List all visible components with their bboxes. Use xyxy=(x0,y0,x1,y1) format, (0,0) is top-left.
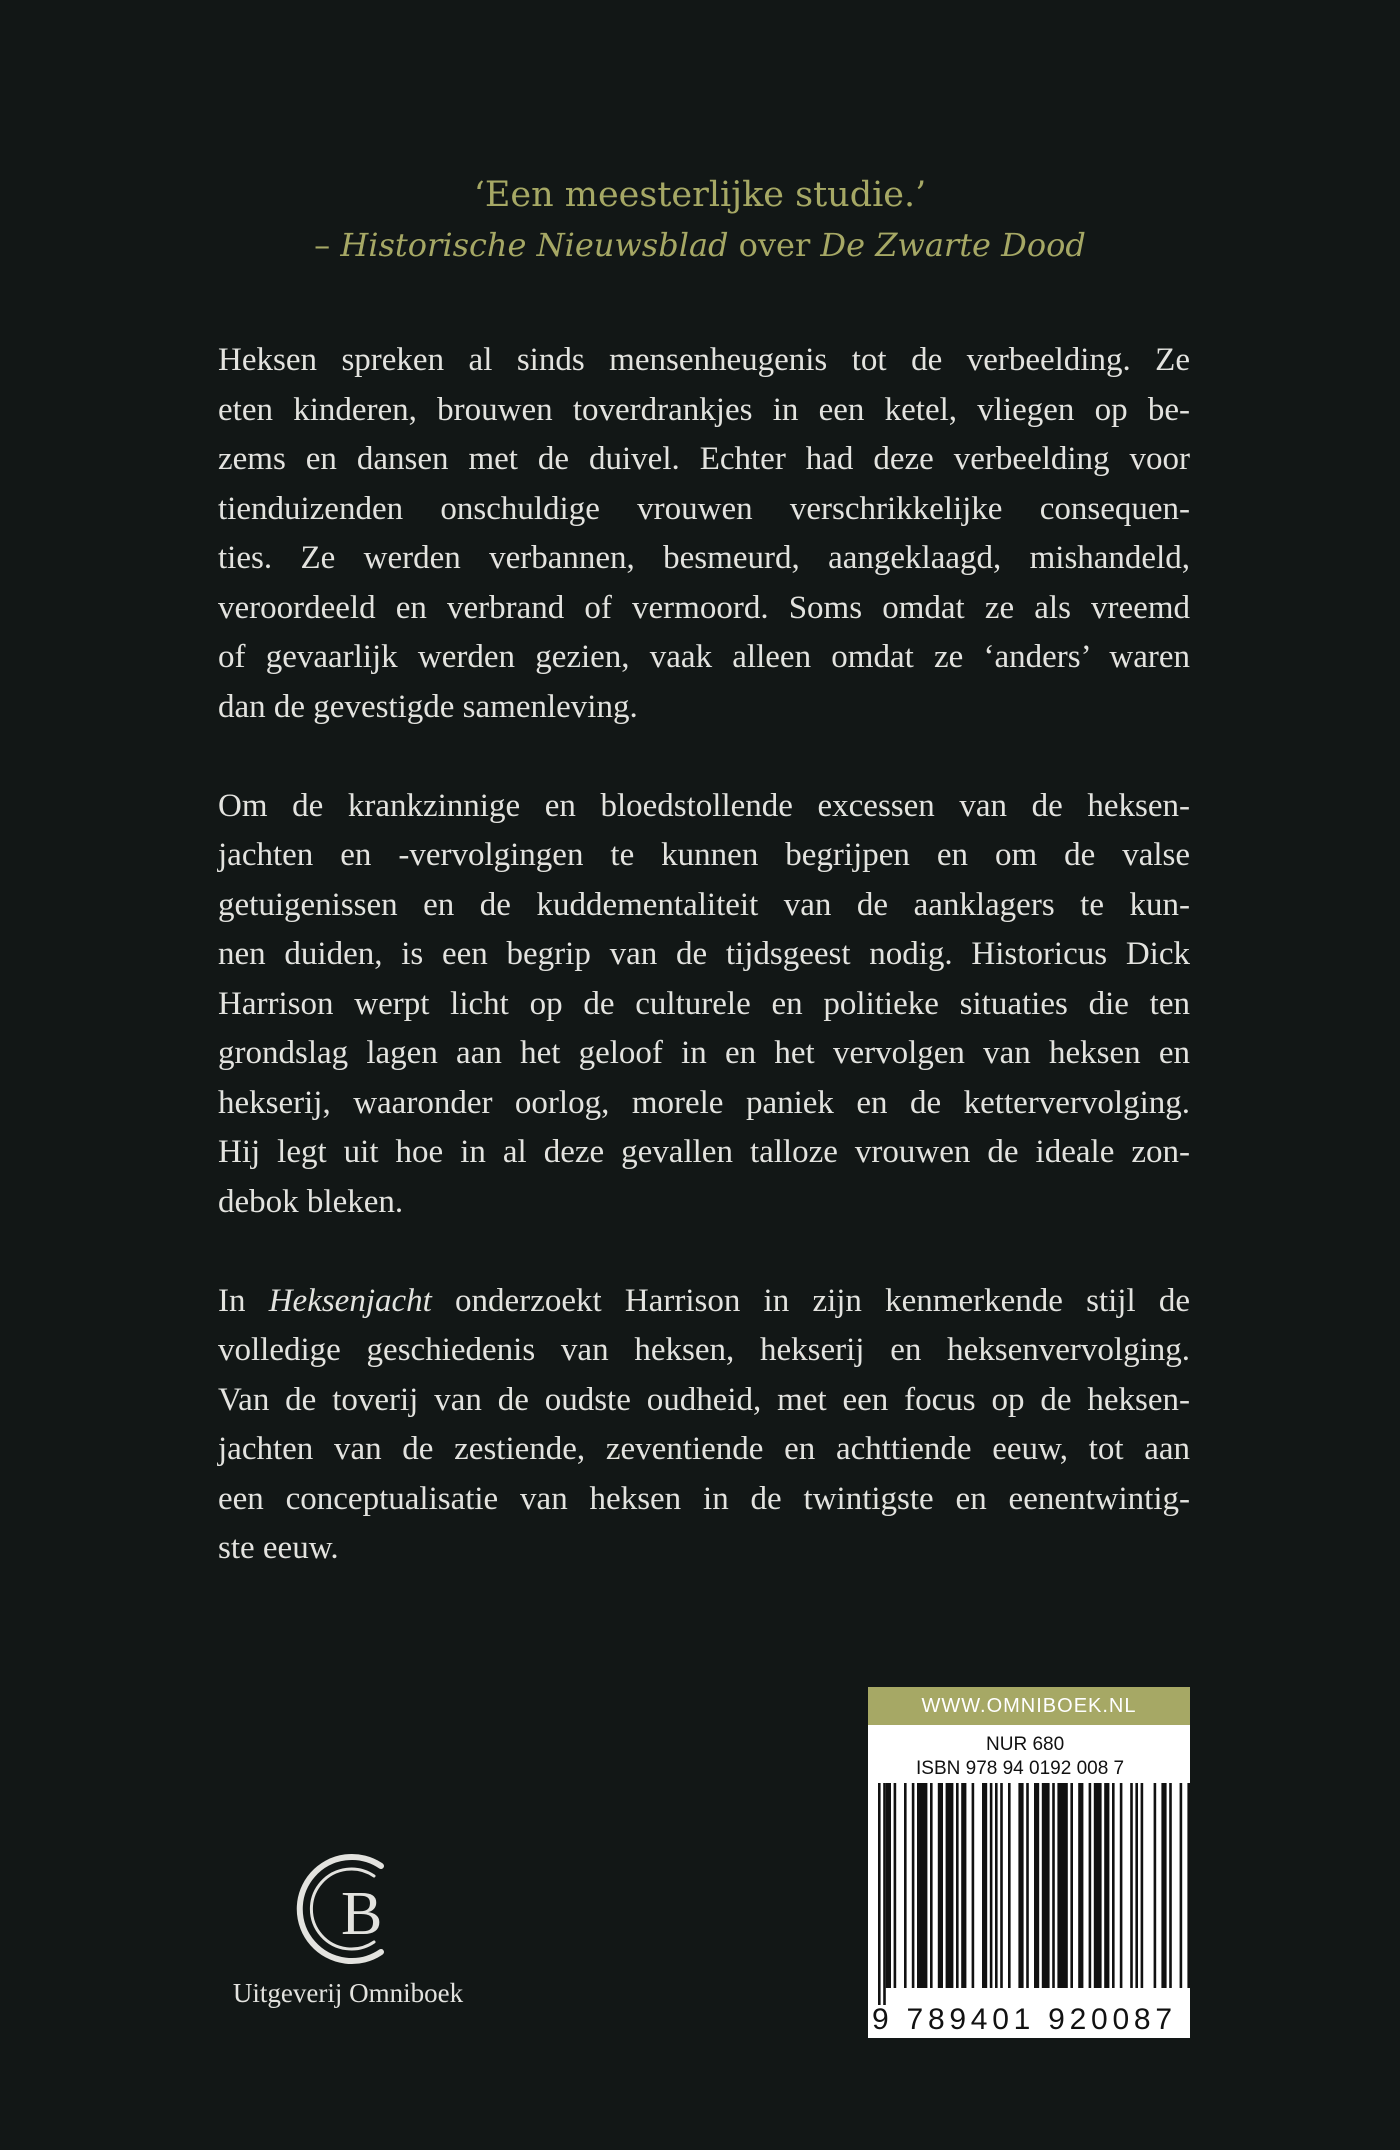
text-line: grondslag lagen aan het geloof in en het vervolgen van heksen en xyxy=(218,1035,1190,1071)
barcode-bar xyxy=(995,1783,998,1988)
text-line: Heksen spreken al sinds mensenheugenis tot de verbeelding. Ze xyxy=(218,342,1190,378)
barcode-bar xyxy=(883,1783,886,2005)
nur-code: NUR 680 xyxy=(986,1734,1065,1755)
text-line: debok bleken. xyxy=(218,1183,404,1220)
barcode-bar xyxy=(1089,1783,1092,1988)
text-line: of gevaarlijk werden gezien, vaak alleen omdat ze ‘anders’ waren xyxy=(218,639,1190,675)
text-line: dan de gevestigde samenleving. xyxy=(218,688,638,725)
text-line: veroordeeld en verbrand of vermoord. Soms omdat ze als vreemd xyxy=(218,589,1190,626)
text-line: Harrison werpt licht op de culturele en politieke situaties die ten xyxy=(218,985,1190,1022)
text-line: hekserij, waaronder oorlog, morele paniek en de kettervervolging. xyxy=(218,1084,1190,1121)
barcode-bar xyxy=(1026,1783,1029,1988)
text-line: Van de toverij van de oudste oudheid, met een focus op de heksen- xyxy=(218,1381,1190,1418)
blurb-text xyxy=(218,336,1190,1574)
barcode-bar xyxy=(1135,1783,1138,1988)
isbn-label xyxy=(868,1687,1190,2038)
barcode-bar xyxy=(1000,1783,1003,1988)
text-line: zems en dansen met de duivel. Echter had deze verbeelding voor xyxy=(218,441,1190,477)
book-title: Heksenjacht xyxy=(268,1282,432,1319)
barcode-bar xyxy=(1112,1783,1115,1988)
barcode-bar xyxy=(972,1783,975,1988)
barcode-bar xyxy=(1130,1783,1133,1988)
text-line: ties. Ze werden verbannen, besmeurd, aangeklaagd, mishandeld, xyxy=(218,540,1190,576)
barcode-bar xyxy=(917,1783,927,1988)
quote-book-title: De Zwarte Dood xyxy=(820,226,1086,264)
barcode-bar xyxy=(956,1783,959,1988)
barcode-bar xyxy=(904,1783,907,1988)
barcode-bar xyxy=(938,1783,943,1988)
barcode-bar xyxy=(886,1783,891,1988)
text-line: Om de krankzinnige en bloedstollende excessen van de heksen- xyxy=(218,787,1190,824)
text-line: nen duiden, is een begrip van de tijdsgeest nodig. Historicus Dick xyxy=(218,936,1190,972)
barcode-bar xyxy=(878,1783,881,2005)
quote-publication: Historische Nieuwsblad xyxy=(340,226,729,264)
barcode-bar xyxy=(1008,1783,1011,1988)
text-line: In Heksenjacht onderzoekt Harrison in zijn kenmerkende stijl de xyxy=(218,1282,1190,1319)
barcode xyxy=(868,1783,1190,2038)
barcode-bar xyxy=(1154,1783,1157,1988)
barcode-bar xyxy=(894,1783,897,1988)
quote-dash: – xyxy=(314,226,341,264)
text-line: jachten en -vervolgingen te kunnen begrijpen en om de valse xyxy=(218,837,1190,873)
text-line: Hij legt uit hoe in al deze gevallen talloze vrouwen de ideale zon- xyxy=(218,1134,1190,1170)
barcode-bar xyxy=(1180,1783,1183,1988)
review-quote xyxy=(0,170,1400,270)
svg-text:B: B xyxy=(341,1880,383,1948)
barcode-bar xyxy=(961,1783,966,1988)
text-line: getuigenissen en de kuddementaliteit van de aanklagers te kun- xyxy=(218,886,1190,923)
barcode-bar xyxy=(912,1783,915,1988)
barcode-bar xyxy=(1094,1783,1102,1988)
publisher-name: Uitgeverij Omniboek xyxy=(232,1978,464,2008)
barcode-bar xyxy=(946,1783,954,1988)
blurb-paragraph xyxy=(218,336,1190,732)
barcode-bar xyxy=(1057,1783,1067,1988)
barcode-bar xyxy=(1161,1783,1166,1988)
barcode-bar xyxy=(990,1783,993,1988)
quote-over: over xyxy=(728,226,821,264)
barcode-bar xyxy=(1042,1783,1050,1988)
text-line: tienduizenden onschuldige vrouwen verschrikkelijke consequen- xyxy=(218,490,1190,527)
text-line: jachten van de zestiende, zeventiende en achttiende eeuw, tot aan xyxy=(218,1431,1190,1467)
barcode-bar xyxy=(1187,1783,1190,1988)
omniboek-cb-logo-icon xyxy=(295,1850,415,1968)
website-bar[interactable]: WWW.OMNIBOEK.NL xyxy=(868,1687,1190,1725)
barcode-bar xyxy=(982,1783,987,1988)
barcode-bar xyxy=(1104,1783,1109,1988)
blurb-paragraph xyxy=(218,782,1190,1228)
barcode-bar xyxy=(1169,1783,1172,1988)
quote-source xyxy=(0,220,1400,270)
quote-text: ‘Een meesterlijke studie.’ xyxy=(473,175,927,215)
barcode-bar xyxy=(1141,1783,1144,1988)
blurb-paragraph xyxy=(218,1277,1190,1574)
text-line: eten kinderen, brouwen toverdrankjes in een ketel, vliegen op be- xyxy=(218,391,1190,428)
text-line: een conceptualisatie van heksen in de twintigste en eenentwintig- xyxy=(218,1480,1190,1517)
barcode-bar xyxy=(1078,1783,1083,1988)
isbn-number: ISBN 978 94 0192 008 7 xyxy=(916,1758,1125,1779)
barcode-digits: 9 789401 920087 xyxy=(872,2003,1172,2036)
text-line: volledige geschiedenis van heksen, hekserij en heksenvervolging. xyxy=(218,1332,1190,1368)
barcode-bar xyxy=(1120,1783,1123,1988)
barcode-bar xyxy=(1018,1783,1023,1988)
barcode-bar xyxy=(1034,1783,1039,1988)
barcode-bar xyxy=(1070,1783,1073,1988)
barcode-bar xyxy=(1052,1783,1055,1988)
text-line: ste eeuw. xyxy=(218,1530,339,1566)
barcode-bar xyxy=(930,1783,933,1988)
